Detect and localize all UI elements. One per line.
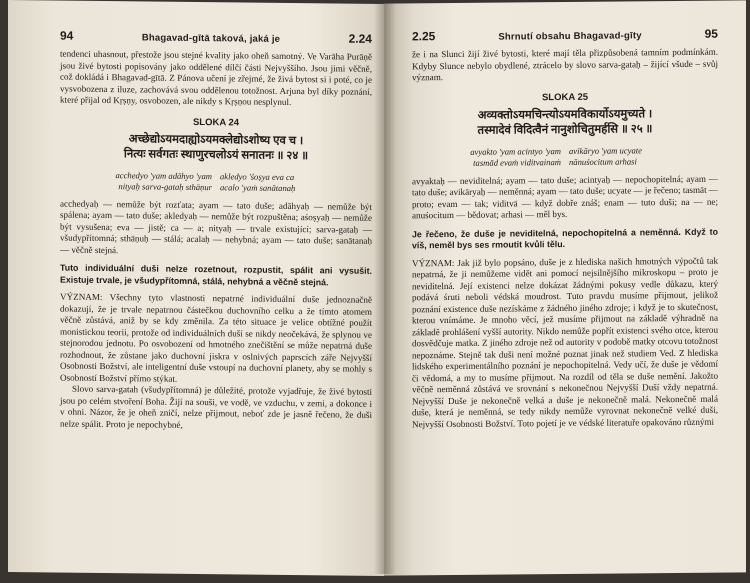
left-devanagari-line-2: नित्यः सर्वगतः स्थाणुरचलोऽयं सनातनः ॥ २४ ॥ bbox=[123, 147, 309, 162]
right-synonyms: avyaktaḥ — neviditelná; ayam — tato duše; acintyaḥ — nepochopitelná; ayam — tato duše; avikāryaḥ — neměnná; ayam — tato duše; ucyate — je řečeno; tasmāt — proto; evam — tak; viditvā — když dobře znáš; enam — tuto duši; na — ne; anuśocitum — bědovat; arhasi — měl bys. bbox=[412, 173, 718, 221]
right-page bbox=[384, 0, 746, 575]
right-verse-ref: 2.25 bbox=[412, 29, 436, 44]
right-transliteration bbox=[412, 144, 718, 169]
left-purport-2: Slovo sarva-gatah (všudypřítomná) je důležité, protože vyjadřuje, že živé bytosti jsou po celém stvoření Boha. Žijí na souši, ve vodě, ve vzduchu, v zemi, a dokonce i v ohni. Názor, že je oheň zničí, nelze přijmout, neboť zde je jasně řečeno, že duši nelze spálit. Proto je nepochybné, bbox=[60, 383, 372, 430]
right-translit-2: avikāryo 'yam ucyate bbox=[569, 144, 642, 156]
left-page-header bbox=[60, 29, 372, 46]
left-transliteration bbox=[60, 169, 372, 194]
left-purport-1: VÝZNAM: Všechny tyto vlastnosti nepatrné individuální duše jednoznačně dokazují, že je trvale nepatrnou částečkou duchovního celku a že tímto atomem věčně zůstává, aniž by se kdy změnila. Za této situace je velice obtížné použít monistickou teorii, protože od individuálních duší se nikdy neočekává, že splynou ve stejnorodou jednotu. Po osvobození od hmotného znečištění se může nepatrná duše rozhodnout, že zůstane jako duchovní jiskra v oslnivých paprscích záře Nejvyšší Osobnosti Božství, ale inteligentní duše vstoupí na duchovní planety, aby se mohly s Osobností Božství přímo stýkat. bbox=[60, 291, 372, 384]
left-verse-ref: 2.24 bbox=[348, 31, 372, 46]
left-page bbox=[8, 0, 384, 576]
left-top-paragraph: tendenci uhasnout, přestože jsou stejné kvality jako oheň samotný. Ve Varāha Purāṇě jsou živé bytosti popisovány jako oddělené dílčí části Nejvyššího. Jsou jimi věčně, což dokládá i Bhagavad-gītā. Z Pánova učení je zřejmé, že živá bytost si i poté, co je vysvobozena z iluze, zachovává svou oddělenou totožnost. Arjuna byl díky poznání, které přijal od Kṛṣṇy, osvobozen, ale nikdy s Kṛṣṇou nesplynul. bbox=[60, 48, 372, 107]
left-translit-3: nityaḥ sarva-gataḥ sthāṇur bbox=[118, 180, 212, 192]
left-translation: Tuto individuální duši nelze rozetnout, rozpustit, spálit ani vysušit. Existuje trvale, je všudypřítomná, stálá, nehybná a věčně stejná. bbox=[60, 262, 372, 287]
left-sloka-heading: SLOKA 24 bbox=[192, 116, 240, 128]
right-purport: VÝZNAM: Jak již bylo popsáno, duše je z hlediska našich hmotných výpočtů tak nepatrná, že ji nemůžeme vidět ani pomocí nejsilnějšího mikroskopu – proto je neviditelná. Její existenci nelze dokázat žádnými pokusy vedle důkazu, který podává śruti neboli védská moudrost. Tuto pravdu musíme přijmout, jelikož poznání existence duše nezískáme z žádného jiného zdroje; i když je to skutečnost, kterou vnímáme. Je mnoho věcí, jež musíme přijmout na základě výhradně na základě prohlášení vyšší autority. Nikdo nemůže popřít existenci svého otce, kterou dosvědčuje matka. Z jiného zdroje než od autority v podobě matky otcovu totožnost nepoznáme. Stejně tak duši není možné poznat jinak než studiem Ved. Z hlediska lidského experimentálního poznání je nepochopitelná. Vedy učí, že duše je vědomí či vědomá, a my to musíme přijmout. Na rozdíl od těla se duše nemění. Jakožto věčně neměnná zůstává ve srovnání s nekonečnou Nejvyšší Duší vždy nepatrná. Nejvyšší Duše je nekonečně velká a duše je nekonečně malá. Nekonečně malá duše, která je neměnná, se tedy nikdy nemůže vyrovnat nekonečně velké duši, Nejvyšší Osobnosti Božství. Toto pojetí je ve védské literatuře opakováno různými bbox=[412, 255, 718, 429]
right-page-number: 95 bbox=[704, 26, 718, 41]
left-synonyms: acchedyaḥ — nemůže být rozťata; ayam — tato duše; adāhyaḥ — nemůže být spálena; ayam — tato duše; akledyaḥ — nemůže být rozpuštěna; aśoṣyaḥ — nemůže být vysušena; eva — jistě; ca — a; nityaḥ — trvale existující; sarva-gataḥ — všudypřítomná; sthāṇuḥ — stálá; acalaḥ — nehybná; ayam — tato duše; sanātanaḥ — věčně stejná. bbox=[60, 198, 372, 255]
left-page-number: 94 bbox=[60, 28, 74, 43]
left-running-title: Bhagavad-gītā taková, jaká je bbox=[141, 32, 281, 45]
right-running-title: Shrnutí obsahu Bhagavad-gīty bbox=[498, 30, 642, 43]
right-translit-1: avyakto 'yam acintyo 'yam bbox=[470, 145, 561, 157]
right-devanagari-line-2: तस्मादेवं विदित्वैनं नानुशोचितुमर्हसि ॥ २५ ॥ bbox=[477, 122, 653, 137]
right-translation: Je řečeno, že duše je neviditelná, nepochopitelná a neměnná. Když to víš, neměl bys ses rmoutit kvůli tělu. bbox=[412, 226, 718, 251]
right-page-header bbox=[412, 27, 718, 44]
left-translit-4: acalo 'yaṁ sanātanaḥ bbox=[220, 181, 296, 193]
right-top-paragraph: že i na Slunci žijí živé bytosti, které mají těla přizpůsobená tamním podmínkám. Kdyby Slunce nebylo obydlené, ztrácelo by slovo sarva-gataḥ – žijící všude – svůj význam. bbox=[412, 46, 718, 83]
left-translit-2: akledyo 'śoṣya eva ca bbox=[220, 170, 295, 182]
open-book bbox=[8, 2, 746, 574]
left-translit-1: acchedyo 'yam adāhyo 'yam bbox=[115, 169, 212, 181]
book-gutter-shadow bbox=[374, 2, 396, 574]
right-devanagari-line-1: अव्यक्तोऽयमचिन्त्योऽयमविकार्योऽयमुच्यते । bbox=[477, 107, 653, 122]
right-translit-3: tasmād evaṁ viditvainaṁ bbox=[473, 156, 561, 168]
right-sloka-heading: SLOKA 25 bbox=[541, 91, 589, 103]
right-translit-4: nānuśocitum arhasi bbox=[569, 155, 637, 167]
left-devanagari-line-1: अच्छेद्योऽयमदाह्योऽयमक्लेद्योऽशोष्य एव च । bbox=[128, 132, 304, 147]
